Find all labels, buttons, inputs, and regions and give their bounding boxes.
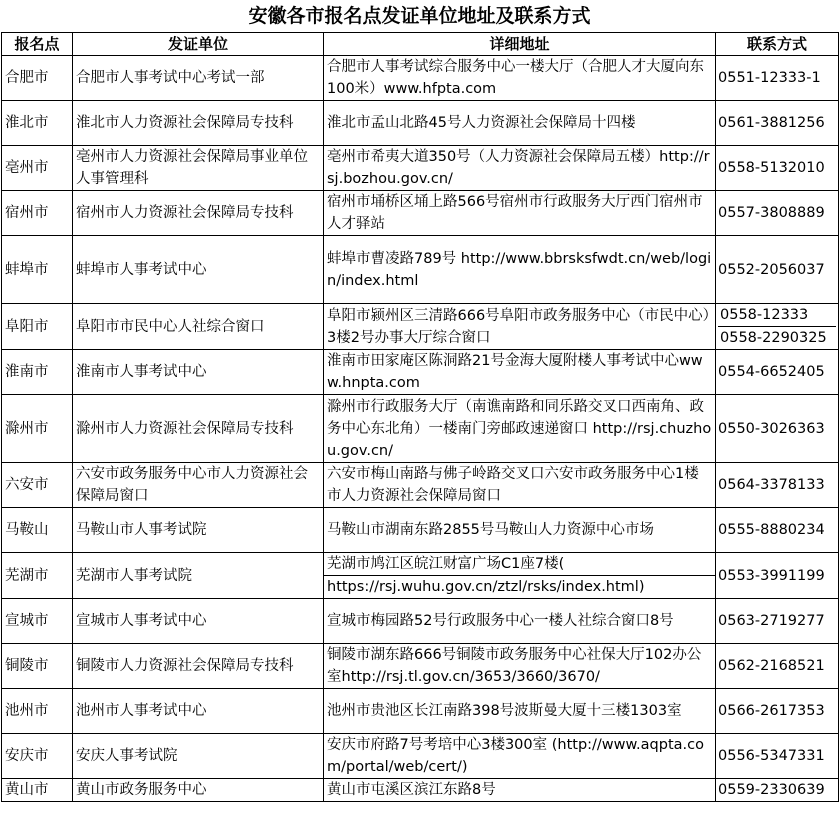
phone-line: 0558-12333 bbox=[720, 307, 809, 323]
table-title: 安徽各市报名点发证单位地址及联系方式 bbox=[248, 5, 591, 27]
city-cell: 阜阳市 bbox=[2, 304, 73, 350]
unit-cell: 芜湖市人事考试院 bbox=[73, 553, 324, 599]
city-cell: 宣城市 bbox=[2, 599, 73, 644]
address-cell: 合肥市人事考试综合服务中心一楼大厅（合肥人才大厦向东100米）www.hfpta.com bbox=[324, 56, 716, 101]
table-row bbox=[2, 146, 839, 191]
city-cell: 淮南市 bbox=[2, 350, 73, 395]
phone-cell: 0553-3991199 bbox=[716, 553, 839, 599]
city-cell: 宿州市 bbox=[2, 191, 73, 236]
table-row bbox=[2, 395, 839, 463]
table-row bbox=[2, 101, 839, 146]
unit-cell: 宿州市人力资源社会保障局专技科 bbox=[73, 191, 324, 236]
phone-cell: 0566-2617353 bbox=[716, 689, 839, 734]
address-cell: 宣城市梅园路52号行政服务中心一楼人社综合窗口8号 bbox=[324, 599, 716, 644]
phone-cell: 0554-6652405 bbox=[716, 350, 839, 395]
unit-cell: 马鞍山市人事考试院 bbox=[73, 508, 324, 553]
contact-table bbox=[1, 32, 839, 802]
unit-cell: 六安市政务服务中心市人力资源社会保障局窗口 bbox=[73, 463, 324, 508]
address-cell: 淮北市孟山北路45号人力资源社会保障局十四楼 bbox=[324, 101, 716, 146]
address-cell: 阜阳市颍州区三清路666号阜阳市政务服务中心（市民中心）3楼2号办事大厅综合窗口 bbox=[324, 304, 716, 350]
table-row bbox=[2, 689, 839, 734]
city-cell: 蚌埠市 bbox=[2, 236, 73, 304]
phone-cell: 0562-2168521 bbox=[716, 644, 839, 689]
city-cell: 六安市 bbox=[2, 463, 73, 508]
phone-cell: 0559-2330639 bbox=[716, 779, 839, 802]
unit-cell: 宣城市人事考试中心 bbox=[73, 599, 324, 644]
address-cell: 安庆市府路7号考培中心3楼300室 (http://www.aqpta.com/portal/web/cert/) bbox=[324, 734, 716, 779]
table-row bbox=[2, 56, 839, 101]
address-line: 芜湖市鸠江区皖江财富广场C1座7楼( bbox=[327, 556, 565, 572]
table-row bbox=[2, 191, 839, 236]
address-cell-split bbox=[324, 553, 716, 599]
table-row bbox=[2, 304, 839, 350]
address-line: https://rsj.wuhu.gov.cn/ztzl/rsks/index.html) bbox=[324, 575, 715, 598]
header-row bbox=[2, 33, 839, 56]
table-row bbox=[2, 553, 839, 599]
table-row bbox=[2, 599, 839, 644]
city-cell: 芜湖市 bbox=[2, 553, 73, 599]
table-row bbox=[2, 779, 839, 802]
unit-cell: 合肥市人事考试中心考试一部 bbox=[73, 56, 324, 101]
city-cell: 铜陵市 bbox=[2, 644, 73, 689]
header-unit: 发证单位 bbox=[73, 33, 324, 56]
phone-cell: 0557-3808889 bbox=[716, 191, 839, 236]
unit-cell: 淮北市人力资源社会保障局专技科 bbox=[73, 101, 324, 146]
address-cell: 蚌埠市曹凌路789号 http://www.bbrsksfwdt.cn/web/login/index.html bbox=[324, 236, 716, 304]
address-cell: 马鞍山市湖南东路2855号马鞍山人力资源中心市场 bbox=[324, 508, 716, 553]
table-row bbox=[2, 734, 839, 779]
city-cell: 池州市 bbox=[2, 689, 73, 734]
phone-cell: 0563-2719277 bbox=[716, 599, 839, 644]
header-address: 详细地址 bbox=[324, 33, 716, 56]
phone-cell: 0561-3881256 bbox=[716, 101, 839, 146]
phone-cell: 0564-3378133 bbox=[716, 463, 839, 508]
phone-cell: 0556-5347331 bbox=[716, 734, 839, 779]
unit-cell: 黄山市政务服务中心 bbox=[73, 779, 324, 802]
table-row bbox=[2, 644, 839, 689]
unit-cell: 滁州市人力资源社会保障局专技科 bbox=[73, 395, 324, 463]
city-cell: 安庆市 bbox=[2, 734, 73, 779]
unit-cell: 安庆人事考试院 bbox=[73, 734, 324, 779]
unit-cell: 铜陵市人力资源社会保障局专技科 bbox=[73, 644, 324, 689]
address-cell: 淮南市田家庵区陈洞路21号金海大厦附楼人事考试中心www.hnpta.com bbox=[324, 350, 716, 395]
city-cell: 滁州市 bbox=[2, 395, 73, 463]
address-cell: 滁州市行政服务大厅（南谯南路和同乐路交叉口西南角、政务中心东北角）一楼南门旁邮政速递窗口 http://rsj.chuzhou.gov.cn/ bbox=[324, 395, 716, 463]
city-cell: 黄山市 bbox=[2, 779, 73, 802]
unit-cell: 蚌埠市人事考试中心 bbox=[73, 236, 324, 304]
table-row bbox=[2, 350, 839, 395]
city-cell: 亳州市 bbox=[2, 146, 73, 191]
city-cell: 合肥市 bbox=[2, 56, 73, 101]
table-row bbox=[2, 508, 839, 553]
header-phone: 联系方式 bbox=[716, 33, 839, 56]
unit-cell: 池州市人事考试中心 bbox=[73, 689, 324, 734]
phone-cell: 0552-2056037 bbox=[716, 236, 839, 304]
phone-cell-split bbox=[716, 304, 839, 350]
city-cell: 马鞍山 bbox=[2, 508, 73, 553]
address-cell: 六安市梅山南路与佛子岭路交叉口六安市政务服务中心1楼市人力资源社会保障局窗口 bbox=[324, 463, 716, 508]
address-cell: 黄山市屯溪区滨江东路8号 bbox=[324, 779, 716, 802]
table-row bbox=[2, 463, 839, 508]
address-cell: 铜陵市湖东路666号铜陵市政务服务中心社保大厅102办公室http://rsj.tl.gov.cn/3653/3660/3670/ bbox=[324, 644, 716, 689]
table-row bbox=[2, 236, 839, 304]
city-cell: 淮北市 bbox=[2, 101, 73, 146]
phone-cell: 0558-5132010 bbox=[716, 146, 839, 191]
unit-cell: 淮南市人事考试中心 bbox=[73, 350, 324, 395]
phone-cell: 0555-8880234 bbox=[716, 508, 839, 553]
address-cell: 亳州市希夷大道350号（人力资源社会保障局五楼）http://rsj.bozhou.gov.cn/ bbox=[324, 146, 716, 191]
address-cell: 宿州市埇桥区埇上路566号宿州市行政服务大厅西门宿州市人才驿站 bbox=[324, 191, 716, 236]
address-cell: 池州市贵池区长江南路398号波斯曼大厦十三楼1303室 bbox=[324, 689, 716, 734]
phone-cell: 0551-12333-1 bbox=[716, 56, 839, 101]
unit-cell: 阜阳市市民中心人社综合窗口 bbox=[73, 304, 324, 350]
header-city: 报名点 bbox=[2, 33, 73, 56]
phone-cell: 0550-3026363 bbox=[716, 395, 839, 463]
unit-cell: 亳州市人力资源社会保障局事业单位人事管理科 bbox=[73, 146, 324, 191]
phone-line: 0558-2290325 bbox=[718, 326, 836, 349]
